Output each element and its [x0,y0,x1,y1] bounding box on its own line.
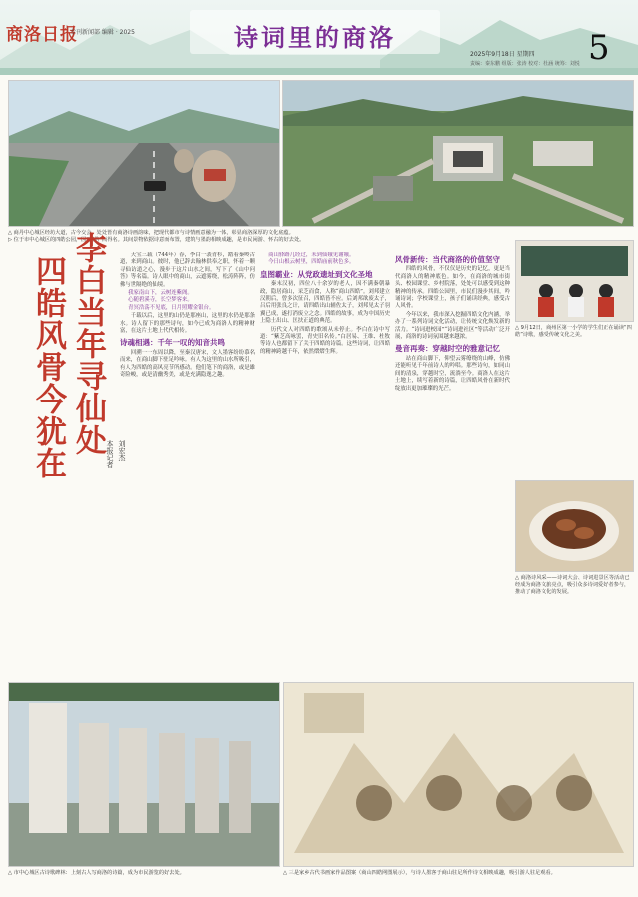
subheading-2: 皇图霸业：从党政遗址到文化圣地 [260,269,373,279]
page-number: 5 [588,28,610,68]
issue-date: 2025年9月18日 星期四 [470,51,535,58]
page-title: 诗词里的商洛 [234,23,396,52]
headline-line1: 李白当年寻仙处 [70,232,106,456]
article-paragraph-2: 千载以后，这里的山仍是那座山，这里的水仍是那条水。诗人留下的那些诗句，如今已成为商洛人的精神财富，在这片土地上代代相传。 [120,313,255,335]
masthead-logo: 商洛日报 [6,25,78,45]
article-column-1 [120,252,255,670]
poem-1: 我家南山下，云树连紫阁。 心随碧溪寺，长空梦客来。 青冥浩荡不见底，日月照耀金银台。 [128,290,215,311]
caption-top-photos: △ 商丹中心城区经坊大道，古今交会、处处皆有商洛诗画韵味，把现代都市与诗情画意融为一体，彰显商洛深厚的文化底蕴。 ▷ 位于市中心城区的四皓公园，因“四皓”而得名。其间景物依据诗意而布置，建筑与墨韵相映成趣，是市民闲游、怀古的好去处。 [8,230,305,243]
caption-culture: △ 商洛诗风采——诗词大会、诗词进景区等活动已经成为商洛文旅亮点，吸引众多诗词爱好者参与，推动了商洛文化的发展。 [515,575,630,595]
article-paragraph-5: 历代文人对四皓的歌颂从未停止。李白在诗中写道：“紫芝高咏罢，青史旧名传。”白居易、王维、杜牧等诗人也都留下了关于四皓的诗篇。这些诗词，让四皓的精神跨越千年，依然熠熠生辉。 [260,326,390,355]
subheading-4: 曼音再奏：穿越时空的雅意记忆 [395,344,500,354]
subheading-3: 风骨新传：当代商洛的价值坚守 [395,255,500,264]
byline-name: 刘宏杰 [118,440,126,461]
photo-classroom [515,240,634,322]
photo-stone-steles [8,682,280,867]
masthead-subtitle: 专刊新闻部 编辑 · 2025 [70,29,135,36]
headline-line2: 四皓风骨今犹在 [30,255,66,479]
article-paragraph-7: 今年以来，我市深入挖掘四皓文化内涵，举办了一系列诗词文化活动，让传统文化焕发新的活力。“诗词进校园”“诗词进社区”等活动广泛开展，商洛的诗词氛围越来越浓。 [395,311,510,341]
byline-role: 本报记者 [106,440,114,468]
staff-credits: 责编：秦东鹏 组版：张涛 校对：杜涵 统筹：刘悦 [470,61,580,67]
caption-painting: △ 三是家乡古代书画家作品图案（商山四皓网图展示），与诗人墨客于商山驻足所作诗文相映成趣，吸引游人驻足观看。 [283,870,556,876]
photo-avenue [8,80,280,227]
page-header [0,0,638,75]
article-paragraph-6: 四皓的风骨，不仅仅是历史的记忆，更是当代商洛人的精神底色。如今，在商洛的城市街头、校园课堂、乡村院落，处处可以感受到这种精神的传承。四皓公园里，市民们漫步其间，吟诵诗词；学校课堂上，孩子们诵读经典，感受古人风骨。 [395,266,510,310]
caption-classroom: △ 9月12日，商州区第一小学的学生们正在诵读“四皓”诗歌，感受传统文化之美。 [515,325,632,338]
article-column-2 [260,252,390,670]
poem-2: 商山驿路几经过，未到仙娥见谢娥。 今日山根云树里，四皓庙前秋色多。 [268,252,355,266]
photo-painting [283,682,634,867]
photo-culture [515,480,634,572]
photo-sihao-park [282,80,634,227]
article-paragraph-3: 回溯一一东周以降，至秦汉唐宋，文人墨客纷纷慕名而来，在商山脚下驻足吟咏。有人为这里的山水所吸引，有人为四皓的高风亮节所感动。他们笔下的商洛，或是雄奇险峻，或是清幽秀美，或是充满隐逸之趣。 [120,349,255,379]
subheading-1: 诗魂相遇：千年一叹的知音共鸣 [120,338,225,348]
caption-steles: △ 市中心城区古诗歌碑林：上刻古人写商洛的诗篇，成为市民游览的好去处。 [8,870,185,876]
article-column-3 [395,252,510,670]
article-paragraph-8: 站在商山脚下，仰望云雾缭绕的山峰，仿佛还能听见千年前诗人的吟唱。那些诗句，如同山间的清泉，穿越时空，流淌至今。商洛人在这片土地上，续写着新的诗篇，让四皓风骨在新时代绽放出更加璀璨的光芒。 [395,355,510,392]
article-paragraph-4: 秦末汉初，四位八十余岁的老人，因不满秦朝暴政，隐居商山，采芝而食，人称“商山四皓”。刘邦建立汉朝后，曾多次征召，四皓皆不应。后刘邦欲废太子，吕后用张良之计，请四皓出山辅佐太子，刘邦见太子羽翼已成，遂打消废立之念。四皓的故事，成为中国历史上隐士出山、匡扶正道的典范。 [260,281,390,325]
article-intro: 天宝三载（744年）春，李白一袭青衫，踏着秦岭古道，来到商山。彼时，他已辞去翰林供奉之职，怀着一颗寻仙访道之心，漫步于这片山水之间，写下了《山中问答》等名篇。诗人眼中的商山，云遮雾绕，松涛阵阵，仿佛与世隔绝的仙境。 [120,252,255,288]
